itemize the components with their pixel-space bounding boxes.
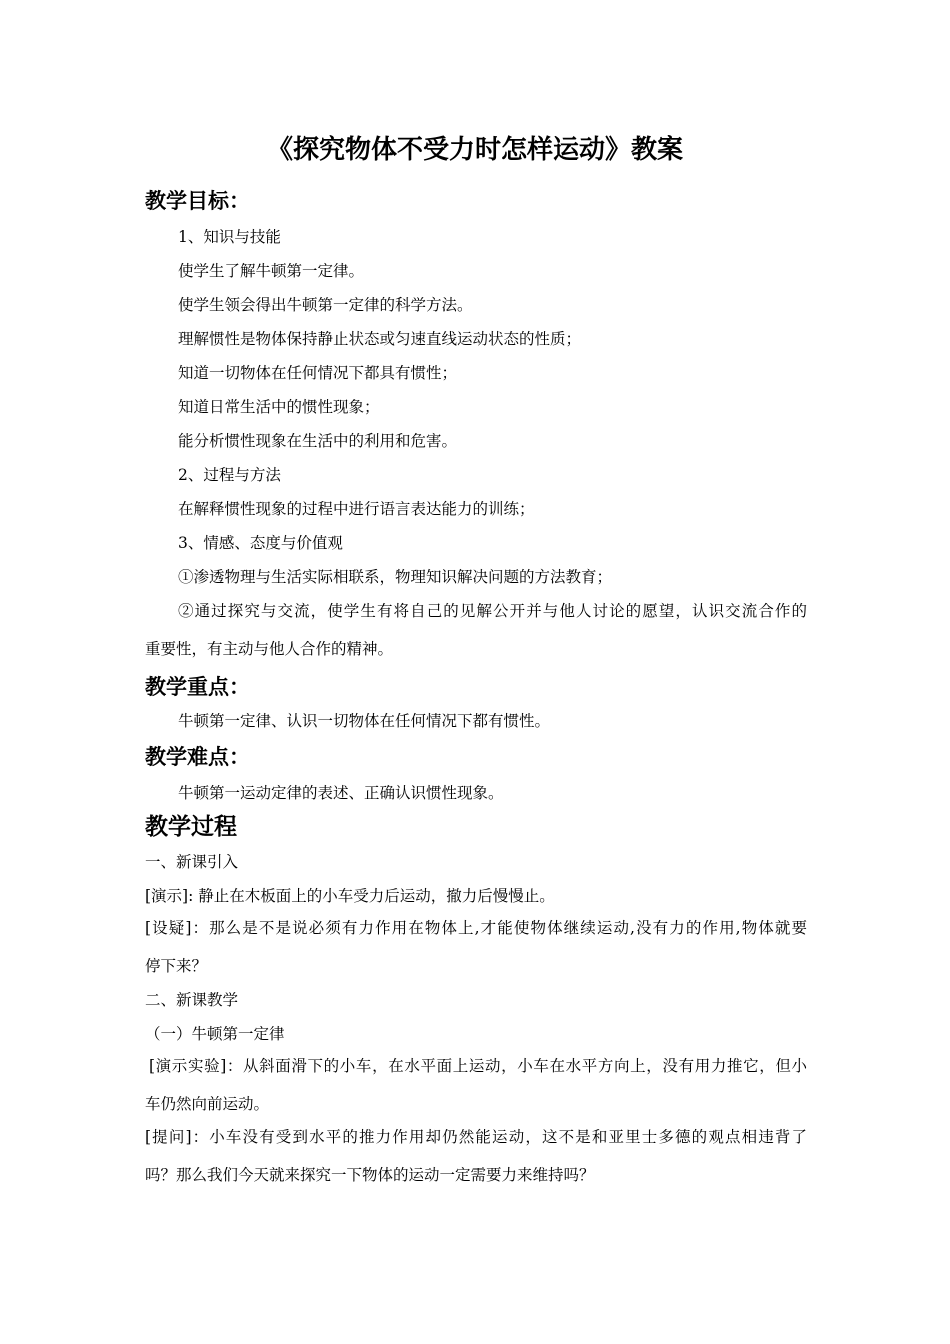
goal-line: ①渗透物理与生活实际相联系，物理知识解决问题的方法教育； — [178, 568, 613, 586]
difficulties-text: 牛顿第一运动定律的表述、正确认识惯性现象。 — [178, 784, 504, 802]
process-line: [提问]：小车没有受到水平的推力作用却仍然能运动，这不是和亚里士多德的观点相违背了 — [145, 1128, 807, 1146]
process-line: 停下来？ — [145, 957, 208, 975]
goal-line: ②通过探究与交流，使学生有将自己的见解公开并与他人讨论的愿望，认识交流合作的 — [178, 602, 807, 620]
process-line: （一）牛顿第一定律 — [145, 1025, 285, 1043]
document-title: 《探究物体不受力时怎样运动》教案 — [266, 135, 683, 165]
key-points-text: 牛顿第一定律、认识一切物体在任何情况下都有惯性。 — [178, 712, 551, 730]
goal-line: 理解惯性是物体保持静止状态或匀速直线运动状态的性质； — [178, 330, 582, 348]
goal-line: 知道一切物体在任何情况下都具有惯性； — [178, 364, 458, 382]
goal-line: 使学生领会得出牛顿第一定律的科学方法。 — [178, 296, 473, 314]
goal-line: 使学生了解牛顿第一定律。 — [178, 262, 365, 280]
goal-line: 在解释惯性现象的过程中进行语言表达能力的训练； — [178, 500, 535, 518]
section-heading-difficulties: 教学难点： — [145, 745, 250, 769]
goal-line: 重要性，有主动与他人合作的精神。 — [145, 640, 394, 658]
process-line: 车仍然向前运动。 — [145, 1095, 270, 1113]
section-heading-key-points: 教学重点： — [145, 675, 250, 699]
process-line: [演示实验]：从斜面滑下的小车，在水平面上运动，小车在水平方向上，没有用力推它，但小 — [149, 1057, 807, 1075]
goal-line: 知道日常生活中的惯性现象； — [178, 398, 380, 416]
goal-line: 2、过程与方法 — [178, 466, 281, 484]
goal-line: 1、知识与技能 — [178, 228, 281, 246]
section-heading-goals: 教学目标： — [145, 189, 250, 213]
section-heading-process: 教学过程 — [145, 814, 237, 840]
process-line: 吗？那么我们今天就来探究一下物体的运动一定需要力来维持吗？ — [145, 1166, 595, 1184]
process-line: 二、新课教学 — [145, 991, 239, 1009]
process-line: [设疑]：那么是不是说必须有力作用在物体上,才能使物体继续运动,没有力的作用,物体就要 — [145, 919, 807, 937]
process-line: [演示]: 静止在木板面上的小车受力后运动，撤力后慢慢止。 — [145, 887, 555, 905]
goal-line: 能分析惯性现象在生活中的利用和危害。 — [178, 432, 458, 450]
goal-line: 3、情感、态度与价值观 — [178, 534, 343, 552]
process-line: 一、新课引入 — [145, 853, 239, 871]
